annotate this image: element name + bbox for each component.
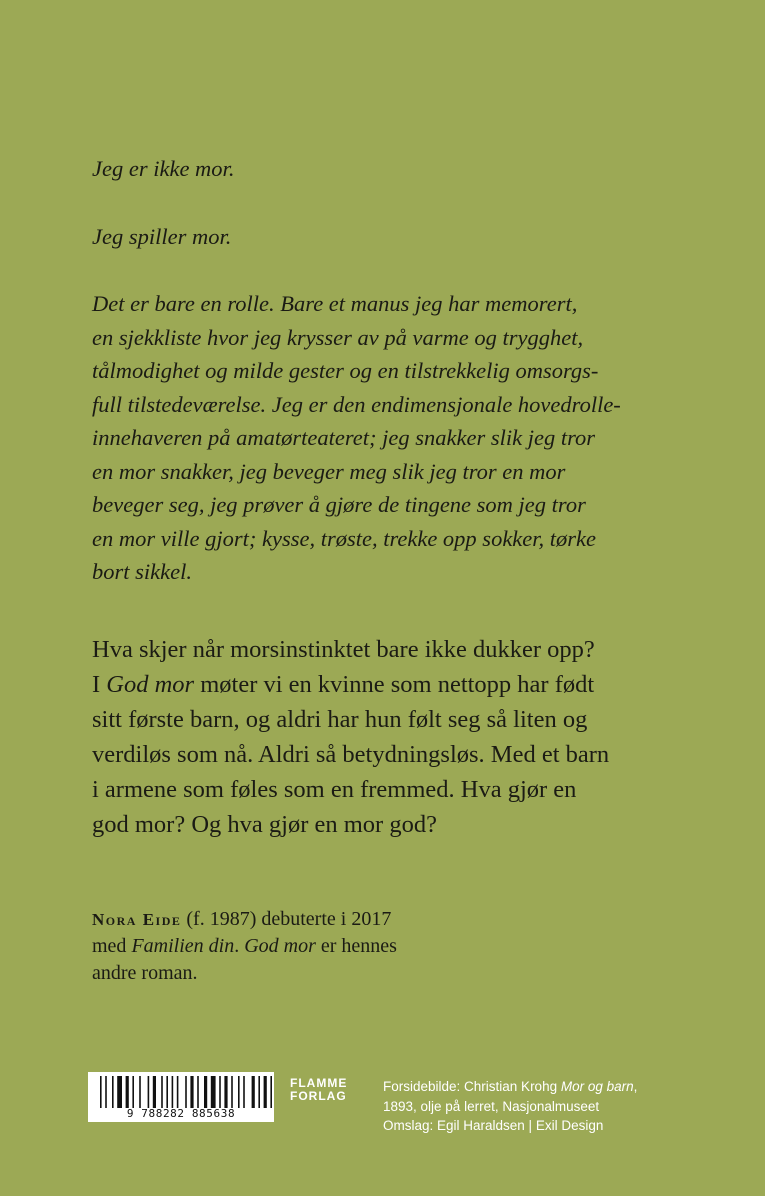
- barcode-bar: [100, 1076, 102, 1108]
- book-blurb: [92, 632, 692, 842]
- barcode-bar: [161, 1076, 163, 1108]
- blurb-book-title: God mor: [106, 671, 195, 698]
- blurb-line: Hva skjer når morsinstinktet bare ikke dukker opp?: [92, 636, 595, 663]
- barcode-bar: [231, 1076, 233, 1108]
- blurb-line: god mor? Og hva gjør en mor god?: [92, 811, 437, 838]
- barcode-bar: [197, 1076, 199, 1108]
- bio-text: .: [234, 935, 245, 957]
- back-cover-quote: [92, 152, 692, 589]
- publisher-logo-line: FORLAG: [290, 1089, 347, 1103]
- quote-paragraph-line: en sjekkliste hvor jeg krysser av på varme og trygghet,: [92, 324, 584, 350]
- bio-line: andre roman.: [92, 962, 198, 984]
- barcode-bar: [190, 1076, 193, 1108]
- barcode-bar: [177, 1076, 179, 1108]
- blurb-line: i armene som føles som en fremmed. Hva gjør en: [92, 776, 577, 803]
- publisher-logo-line: FLAMME: [290, 1076, 348, 1090]
- quote-paragraph-line: full tilstedeværelse. Jeg er den endimensjonale hovedrolle-: [92, 391, 621, 417]
- barcode-bar: [258, 1076, 260, 1108]
- bio-line: [92, 933, 512, 960]
- blurb-text: møter vi en kvinne som nettopp har født: [194, 671, 595, 698]
- barcode-bar: [219, 1076, 221, 1108]
- credit-line: [383, 1077, 683, 1097]
- quote-paragraph-line: en mor ville gjort; kysse, trøste, trekke opp sokker, tørke: [92, 525, 597, 551]
- bio-text: (f. 1987) debuterte i 2017: [181, 908, 392, 930]
- quote-paragraph-line: en mor snakker, jeg beveger meg slik jeg tror en mor: [92, 458, 566, 484]
- barcode-bar: [238, 1076, 240, 1108]
- barcode-bar: [166, 1076, 168, 1108]
- isbn-number: 9 788282 885638: [126, 1107, 236, 1120]
- bio-line: [92, 906, 512, 933]
- debut-title: Familien din: [131, 935, 235, 957]
- author-name: Nora Eide: [92, 910, 182, 929]
- quote-line-1: Jeg er ikke mor.: [92, 156, 235, 181]
- bio-text: er hennes: [315, 935, 397, 957]
- quote-paragraph: [92, 287, 692, 589]
- painting-title: Mor og barn: [560, 1079, 634, 1094]
- barcode-bar: [204, 1076, 207, 1108]
- barcode-bar: [153, 1076, 156, 1108]
- barcode-bar: [126, 1076, 129, 1108]
- book-title: God mor: [244, 935, 316, 957]
- credit-text: Forsidebilde: Christian Krohg: [383, 1079, 561, 1094]
- quote-paragraph-line: Det er bare en rolle. Bare et manus jeg har memorert,: [92, 291, 578, 316]
- quote-paragraph-line: bort sikkel.: [92, 559, 192, 584]
- barcode-bar: [252, 1076, 255, 1108]
- cover-credits: [383, 1077, 683, 1136]
- barcode-bar: [105, 1076, 107, 1108]
- isbn-barcode: [88, 1072, 274, 1122]
- barcode-bar: [132, 1076, 134, 1108]
- quote-paragraph-line: beveger seg, jeg prøver å gjøre de tingene som jeg tror: [92, 492, 586, 517]
- barcode-bar: [112, 1076, 114, 1108]
- barcode-bar: [264, 1076, 267, 1108]
- blurb-line: [92, 667, 692, 702]
- credit-line: Omslag: Egil Haraldsen | Exil Design: [383, 1118, 604, 1133]
- barcode-bar: [117, 1076, 122, 1108]
- blurb-line: sitt første barn, og aldri har hun følt seg så liten og: [92, 706, 588, 733]
- barcode-bar: [139, 1076, 141, 1108]
- author-bio: [92, 906, 512, 987]
- barcode-bar: [270, 1076, 272, 1108]
- barcode-bar: [185, 1076, 187, 1108]
- credit-text: ,: [633, 1079, 638, 1094]
- publisher-logo: [290, 1077, 347, 1103]
- quote-paragraph-line: innehaveren på amatørteateret; jeg snakker slik jeg tror: [92, 425, 595, 450]
- blurb-text: I: [92, 671, 107, 698]
- barcode-bar: [148, 1076, 150, 1108]
- barcode-bars: [88, 1072, 274, 1110]
- credit-line: 1893, olje på lerret, Nasjonalmuseet: [383, 1098, 600, 1114]
- barcode-bar: [172, 1076, 174, 1108]
- barcode-bar: [224, 1076, 227, 1108]
- quote-paragraph-line: tålmodighet og milde gester og en tilstrekkelig omsorgs-: [92, 358, 599, 383]
- quote-line-2: Jeg spiller mor.: [92, 223, 232, 249]
- bio-text: med: [92, 935, 132, 957]
- blurb-line: verdiløs som nå. Aldri så betydningsløs. Med et barn: [92, 741, 610, 768]
- barcode-bar: [243, 1076, 245, 1108]
- barcode-bar: [211, 1076, 216, 1108]
